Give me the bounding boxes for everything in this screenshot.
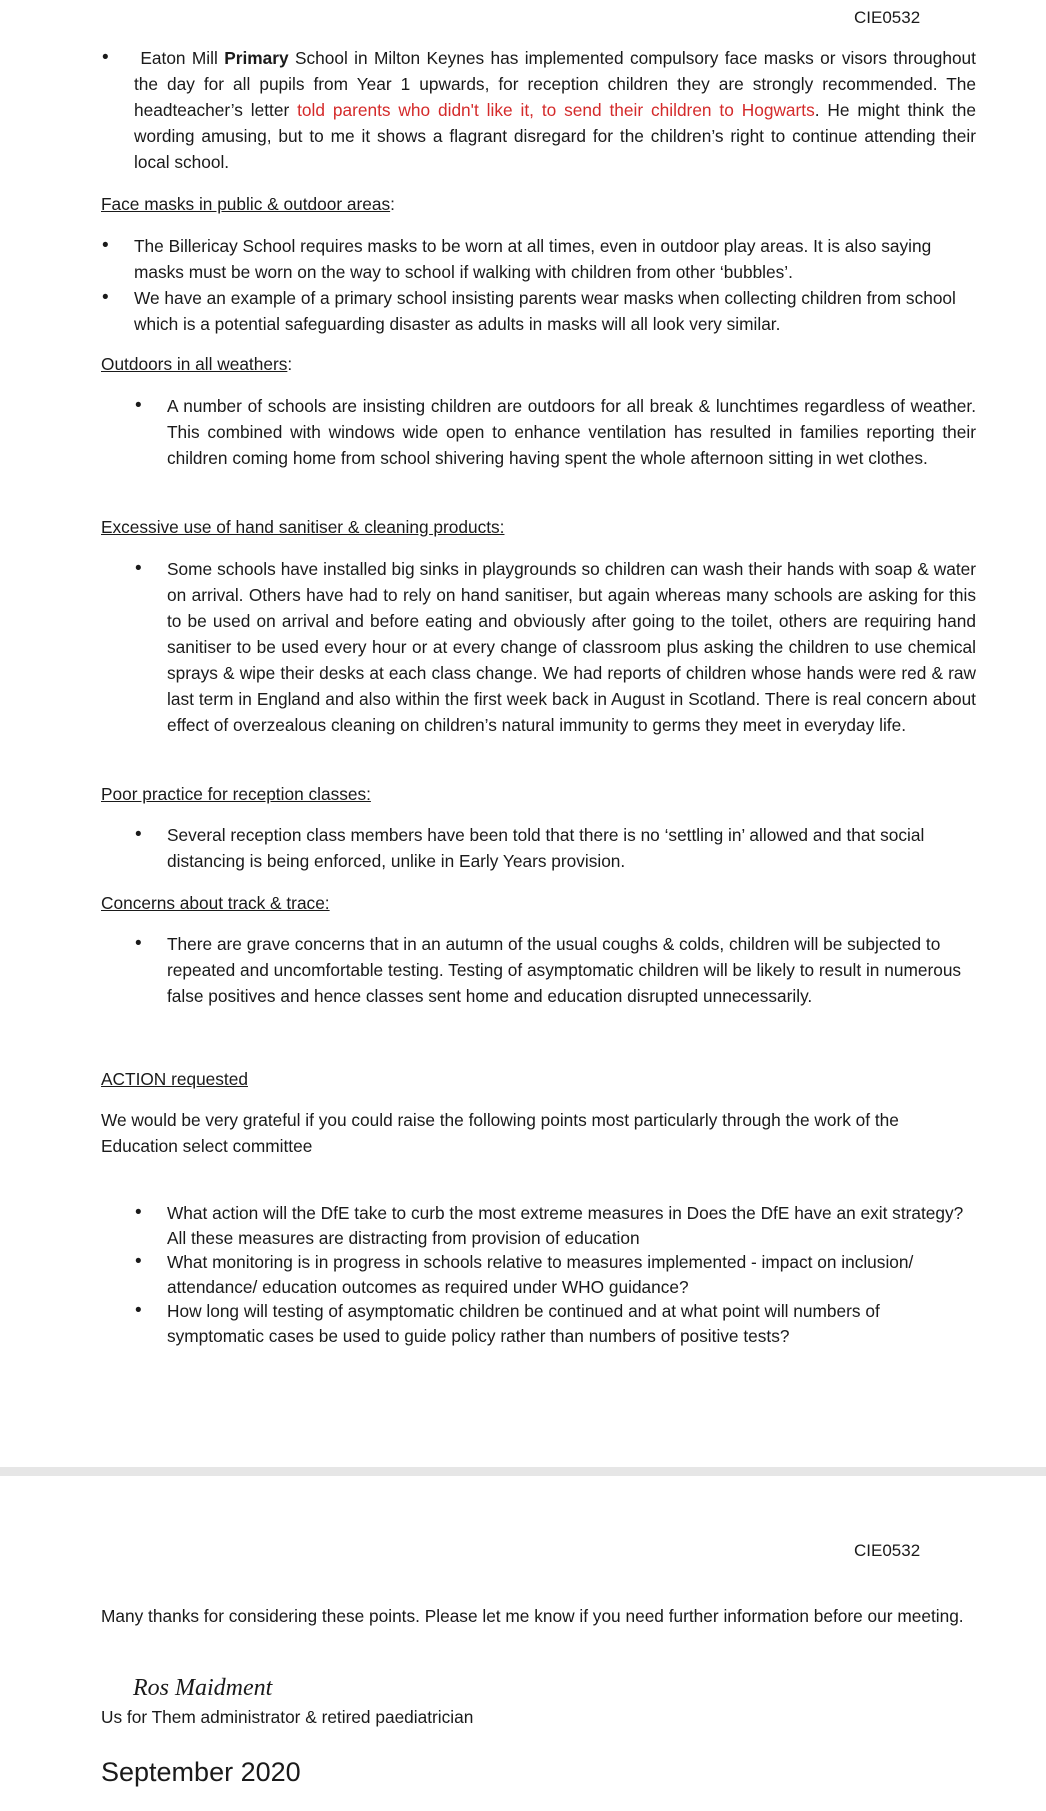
- section-heading: Outdoors in all weathers:: [101, 354, 293, 374]
- action-intro: We would be very grateful if you could raise the following points most particularly through the work of the Education select committee: [101, 1110, 899, 1156]
- section-list: [167, 931, 976, 1009]
- action-heading: ACTION requested: [101, 1069, 248, 1089]
- page-separator: [0, 1467, 1046, 1476]
- document-reference: CIE0532: [854, 1541, 921, 1560]
- action-list: [167, 1201, 976, 1348]
- signatory-role: Us for Them administrator & retired paediatrician: [101, 1707, 474, 1727]
- list-item: • The Billericay School requires masks to be worn at all times, even in outdoor play areas. It is also saying masks must be worn on the way to school if walking with children from other ‘bubbles’.: [134, 233, 976, 285]
- section-list: [167, 393, 976, 471]
- highlighted-quote: told parents who didn't like it, to send their children to Hogwarts: [297, 100, 815, 120]
- section-heading: Face masks in public & outdoor areas:: [101, 194, 395, 214]
- list-item: • Several reception class members have been told that there is no ‘settling in’ allowed and that social distancing is being enforced, unlike in Early Years provision.: [167, 822, 976, 874]
- list-item: • Eaton Mill Primary School in Milton Keynes has implemented compulsory face masks or visors throughout the day for all pupils from Year 1 upwards, for reception children they are strongly recommended. The headteacher’s letter told parents who didn't like it, to send their children to Hogwarts. He might think the wording amusing, but to me it shows a flagrant disregard for the children’s right to continue attending their local school.: [134, 45, 976, 175]
- list-item: • How long will testing of asymptomatic children be continued and at what point will numbers of symptomatic cases be used to guide policy rather than numbers of positive tests?: [167, 1299, 976, 1348]
- list-item: • What action will the DfE take to curb the most extreme measures in Does the DfE have an exit strategy? All these measures are distracting from provision of education: [167, 1201, 976, 1250]
- document-date: September 2020: [101, 1757, 301, 1787]
- document-reference: CIE0532: [854, 8, 921, 27]
- section-list: [167, 822, 976, 874]
- list-item: • A number of schools are insisting children are outdoors for all break & lunchtimes regardless of weather. This combined with windows wide open to enhance ventilation has resulted in families reporting their children coming home from school shivering having spent the whole afternoon sitting in wet clothes.: [167, 393, 976, 471]
- intro-list: [134, 45, 976, 175]
- signature: Ros Maidment: [133, 1675, 273, 1701]
- section-heading: Concerns about track & trace:: [101, 893, 330, 913]
- list-item: • Some schools have installed big sinks in playgrounds so children can wash their hands with soap & water on arrival. Others have had to rely on hand sanitiser, but again whereas many schools are asking for this to be used on arrival and before eating and obviously after going to the toilet, others are requiring hand sanitiser to be used every hour or at every change of classroom plus asking the children to use chemical sprays & wipe their desks at each class change. We had reports of children whose hands were red & raw last term in England and also within the first week back in August in Scotland. There is real concern about effect of overzealous cleaning on children’s natural immunity to germs they meet in everyday life.: [167, 556, 976, 738]
- list-item: • We have an example of a primary school insisting parents wear masks when collecting children from school which is a potential safeguarding disaster as adults in masks will all look very similar.: [134, 285, 976, 337]
- list-item: • What monitoring is in progress in schools relative to measures implemented - impact on inclusion/ attendance/ education outcomes as required under WHO guidance?: [167, 1250, 976, 1299]
- section-heading: Poor practice for reception classes:: [101, 784, 371, 804]
- list-item: • There are grave concerns that in an autumn of the usual coughs & colds, children will be subjected to repeated and uncomfortable testing. Testing of asymptomatic children will be likely to result in numerous false positives and hence classes sent home and education disrupted unnecessarily.: [167, 931, 976, 1009]
- bold-text: Primary: [224, 48, 289, 68]
- section-heading: Excessive use of hand sanitiser & cleaning products:: [101, 517, 505, 537]
- section-list: [167, 556, 976, 738]
- closing-paragraph: Many thanks for considering these points. Please let me know if you need further information before our meeting.: [101, 1606, 964, 1626]
- section-list: [134, 233, 976, 337]
